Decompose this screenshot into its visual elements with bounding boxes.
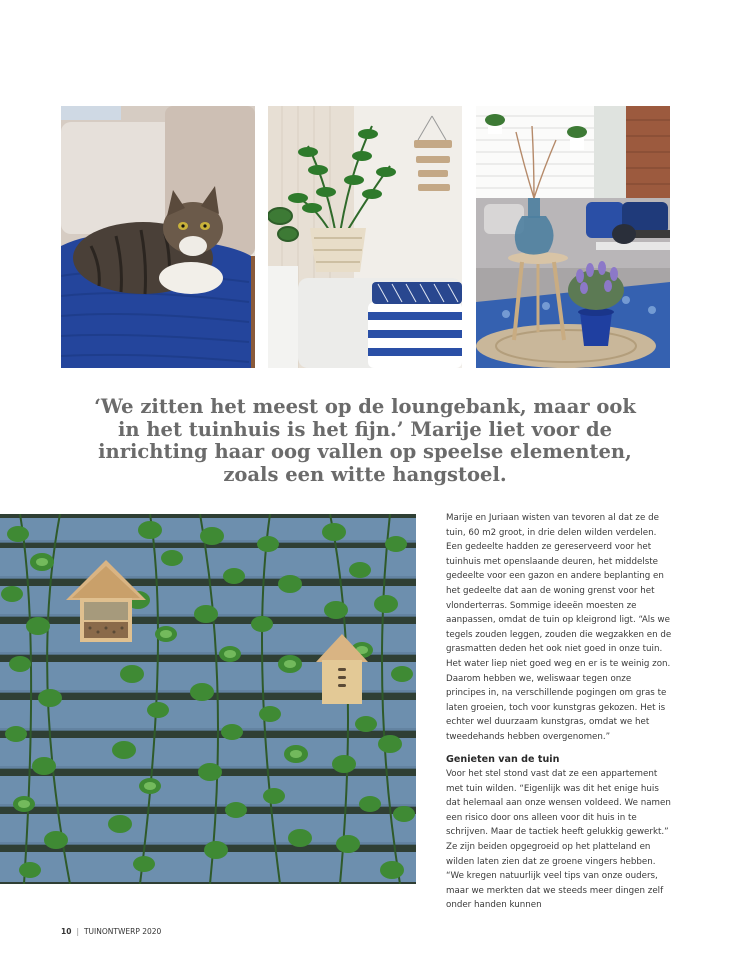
- pull-quote: ‘We zitten het meest op de loungebank, maar ook in het tuinhuis is het fijn.’ Marije liet voor de inrichting haar oog vallen op speelse elementen, zoals een witte hangstoel.: [94, 395, 636, 486]
- page-footer: [61, 927, 161, 936]
- article-body: [446, 511, 672, 911]
- footer-separator: |: [76, 927, 79, 936]
- publication-name: TUINONTWERP 2020: [83, 927, 162, 936]
- page-number: 10: [61, 927, 72, 936]
- article-paragraph: Voor het stel stond vast dat ze een appartement met tuin wilden. “Eigenlijk was dit het enige huis dat helemaal aan onze wensen voldeed. We namen een risico door ons alleen voor dit huis in te schrijven. Maar de tactiek heeft gelukkig gewerkt.” Ze zijn beiden opgegroeid op het platteland en wilden laten zien dat ze groene vingers hebben. “We kregen natuurlijk veel tips van onze ouders, maar we merkten dat we steeds meer dingen zelf onder handen kunnen: [446, 769, 671, 911]
- photo-fence-ivy-insect-hotels: [0, 514, 416, 884]
- photo-plant-and-cushions: [268, 106, 462, 368]
- article-paragraph: Marije en Juriaan wisten van tevoren al dat ze de tuin, 60 m2 groot, in drie delen wilden verdelen. Een gedeelte hadden ze gereserveerd voor het tuinhuis met openslaande deuren, het middelste gedeelte voor een gazon en andere beplanting en het gedeelte dat aan de woning grenst voor het vlonderterras. Sommige ideeën moesten ze aanpassen, omdat de tuin op kleigrond ligt. “Als we tegels zouden leggen, zouden die wegzakken en de grasmatten deden het ook niet goed in onze tuin. Het water liep niet goed weg en er is te weinig zon. Daarom hebben we, weliswaar tegen onze principes in, na verschillende pogingen om gras te laten groeien, toch voor kunstgras gekozen. Het is echter wel duurzaam kunstgras, omdat we het tweedehands hebben overgenomen.”: [446, 513, 672, 742]
- article-subheading: Genieten van de tuin: [446, 753, 560, 765]
- photo-cat-on-blanket: [61, 106, 255, 368]
- photo-lounge-corner: [476, 106, 670, 368]
